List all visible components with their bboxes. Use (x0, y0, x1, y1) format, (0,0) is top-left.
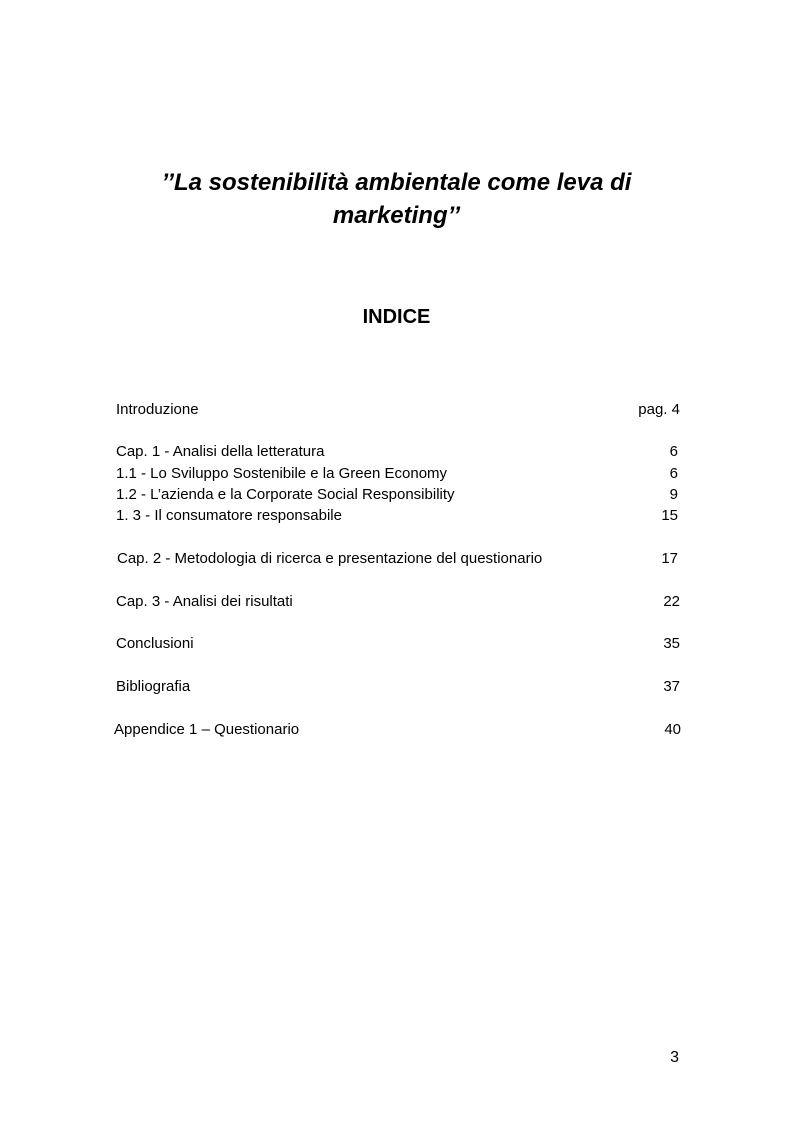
toc-entry-page: 35 (663, 635, 680, 652)
toc-entry-page: 22 (663, 593, 680, 610)
toc-entry-label: Bibliografia (116, 678, 191, 695)
toc-entry-introduzione (116, 400, 680, 420)
toc-entry-conclusioni (116, 634, 680, 654)
toc-entry-page: 17 (661, 550, 678, 567)
toc-entry-label: Cap. 2 - Metodologia di ricerca e presentazione del questionario (117, 550, 543, 567)
toc-entry-label: Cap. 3 - Analisi dei risultati (116, 593, 293, 610)
toc-entry-bibliografia (116, 677, 680, 697)
toc-entry-page: 9 (669, 486, 678, 503)
toc-entry-cap-2 (117, 549, 678, 569)
toc-entry-page: 6 (669, 465, 678, 482)
toc-entry-label: Cap. 1 - Analisi della letteratura (116, 443, 325, 460)
toc-entry-appendice-1 (114, 720, 681, 740)
page-number: 3 (670, 1049, 679, 1066)
document-title-line-2: marketing’’ (332, 202, 461, 229)
toc-entry-cap-1 (116, 442, 678, 462)
toc-entry-page: 6 (669, 443, 678, 460)
toc-entry-1-2 (116, 485, 678, 505)
toc-entry-page: 15 (661, 507, 678, 524)
toc-entry-cap-3 (116, 592, 680, 612)
toc-entry-label: 1. 3 - Il consumatore responsabile (116, 507, 342, 524)
toc-entry-1-1 (116, 464, 678, 484)
toc-entry-label: 1.2 - L’azienda e la Corporate Social Responsibility (116, 486, 455, 503)
toc-entry-label: Introduzione (116, 401, 199, 418)
toc-entry-label: 1.1 - Lo Sviluppo Sostenibile e la Green Economy (116, 465, 448, 482)
index-heading: INDICE (362, 306, 431, 328)
toc-entry-page: 37 (663, 678, 680, 695)
toc-entry-1-3 (116, 506, 678, 526)
toc-entry-label: Conclusioni (116, 635, 194, 652)
toc-entry-page: pag. 4 (638, 401, 680, 418)
document-title-line-1: ’’La sostenibilità ambientale come leva di (161, 169, 632, 196)
toc-entry-page: 40 (664, 721, 681, 738)
toc-entry-label: Appendice 1 – Questionario (114, 721, 300, 738)
